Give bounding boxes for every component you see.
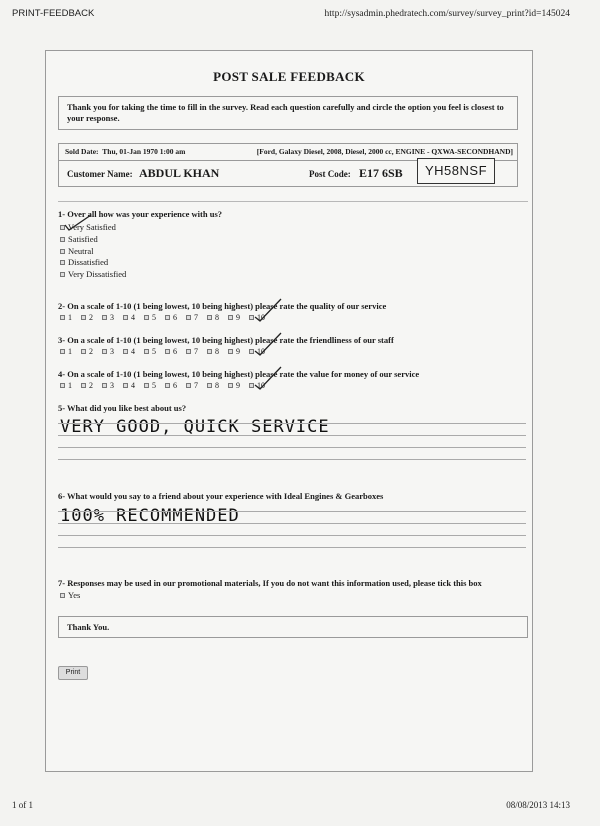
vehicle-details: [Ford, Galaxy Diesel, 2008, Diesel, 2000 cc, ENGINE - QXWA-SECONDHAND]	[256, 147, 513, 156]
browser-footer-page: 1 of 1	[12, 800, 33, 810]
answer-line	[58, 511, 526, 512]
checkbox[interactable]	[60, 225, 65, 230]
q1-option-neutral[interactable]: Neutral	[60, 246, 94, 256]
q4-option[interactable]: 3	[102, 381, 123, 390]
q4-option[interactable]: 7	[186, 381, 207, 390]
customer-name-label: Customer Name:	[67, 169, 133, 179]
answer-line	[58, 447, 526, 448]
q3-option[interactable]: 2	[81, 347, 102, 356]
q2-option[interactable]: 4	[123, 313, 144, 322]
checkbox[interactable]	[60, 249, 65, 254]
q4-option[interactable]: 4	[123, 381, 144, 390]
divider	[58, 201, 528, 202]
q3-option[interactable]: 7	[186, 347, 207, 356]
q1-option-dissatisfied[interactable]: Dissatisfied	[60, 257, 108, 267]
answer-line	[58, 423, 526, 424]
q4-option[interactable]: 10	[249, 381, 270, 390]
postcode-label: Post Code:	[309, 169, 351, 179]
browser-header-title: PRINT-FEEDBACK	[12, 8, 95, 19]
answer-line	[58, 435, 526, 436]
q2-option[interactable]: 6	[165, 313, 186, 322]
q3-option[interactable]: 1	[60, 347, 81, 356]
question-2: 2- On a scale of 1-10 (1 being lowest, 10 being highest) please rate the quality of our service	[58, 301, 387, 311]
q3-option[interactable]: 6	[165, 347, 186, 356]
print-button[interactable]: Print	[58, 666, 88, 680]
q2-option[interactable]: 7	[186, 313, 207, 322]
q3-option[interactable]: 9	[228, 347, 249, 356]
q4-option[interactable]: 6	[165, 381, 186, 390]
intro-text: Thank you for taking the time to fill in the survey. Read each question carefully and circle the option you feel is closest to your response.	[58, 96, 518, 130]
registration-box: YH58NSF	[417, 158, 495, 184]
q1-option-very-dissatisfied[interactable]: Very Dissatisfied	[60, 269, 126, 279]
checkbox[interactable]	[60, 272, 65, 277]
q2-option[interactable]: 5	[144, 313, 165, 322]
checkbox[interactable]	[60, 593, 65, 598]
q2-option[interactable]: 2	[81, 313, 102, 322]
q3-option[interactable]: 4	[123, 347, 144, 356]
q3-option[interactable]: 8	[207, 347, 228, 356]
feedback-form	[45, 50, 533, 772]
q2-option[interactable]: 9	[228, 313, 249, 322]
q4-option[interactable]: 1	[60, 381, 81, 390]
q4-scale	[60, 381, 270, 390]
thank-you-box: Thank You.	[58, 616, 528, 638]
q2-scale	[60, 313, 270, 322]
q3-option[interactable]: 5	[144, 347, 165, 356]
q6-handwritten-answer: 100% RECOMMENDED	[60, 506, 240, 526]
form-title: POST SALE FEEDBACK	[213, 69, 365, 84]
q7-option-yes[interactable]: Yes	[60, 590, 80, 600]
customer-name-value: ABDUL KHAN	[139, 166, 220, 180]
answer-line	[58, 547, 526, 548]
q4-option[interactable]: 2	[81, 381, 102, 390]
question-5: 5- What did you like best about us?	[58, 403, 187, 413]
q3-option[interactable]: 3	[102, 347, 123, 356]
checkbox[interactable]	[60, 260, 65, 265]
question-7: 7- Responses may be used in our promotional materials, If you do not want this information used, please tick this box	[58, 578, 482, 588]
question-4: 4- On a scale of 1-10 (1 being lowest, 10 being highest) please rate the value for money of our service	[58, 369, 420, 379]
question-3: 3- On a scale of 1-10 (1 being lowest, 10 being highest) please rate the friendliness of our staff	[58, 335, 394, 345]
postcode-value: E17 6SB	[359, 166, 403, 180]
answer-line	[58, 523, 526, 524]
q4-option[interactable]: 8	[207, 381, 228, 390]
checkbox[interactable]	[60, 237, 65, 242]
answer-line	[58, 535, 526, 536]
q2-option[interactable]: 1	[60, 313, 81, 322]
q4-option[interactable]: 5	[144, 381, 165, 390]
sold-date-value: Thu, 01-Jan 1970 1:00 am	[102, 147, 186, 156]
q1-option-satisfied[interactable]: Satisfied	[60, 234, 98, 244]
q3-scale	[60, 347, 270, 356]
q4-option[interactable]: 9	[228, 381, 249, 390]
browser-footer-datetime: 08/08/2013 14:13	[506, 800, 570, 810]
q2-option[interactable]: 10	[249, 313, 270, 322]
answer-line	[58, 459, 526, 460]
q2-option[interactable]: 3	[102, 313, 123, 322]
q1-option-very-satisfied[interactable]: Very Satisfied	[60, 222, 116, 232]
question-6: 6- What would you say to a friend about your experience with Ideal Engines & Gearboxes	[58, 491, 384, 501]
q3-option[interactable]: 10	[249, 347, 270, 356]
sold-date-label: Sold Date:	[65, 147, 99, 156]
browser-header-url: http://sysadmin.phedratech.com/survey/survey_print?id=145024	[324, 9, 570, 19]
q5-handwritten-answer: VERY GOOD, QUICK SERVICE	[60, 417, 330, 437]
q2-option[interactable]: 8	[207, 313, 228, 322]
question-1: 1- Over all how was your experience with us?	[58, 209, 223, 219]
